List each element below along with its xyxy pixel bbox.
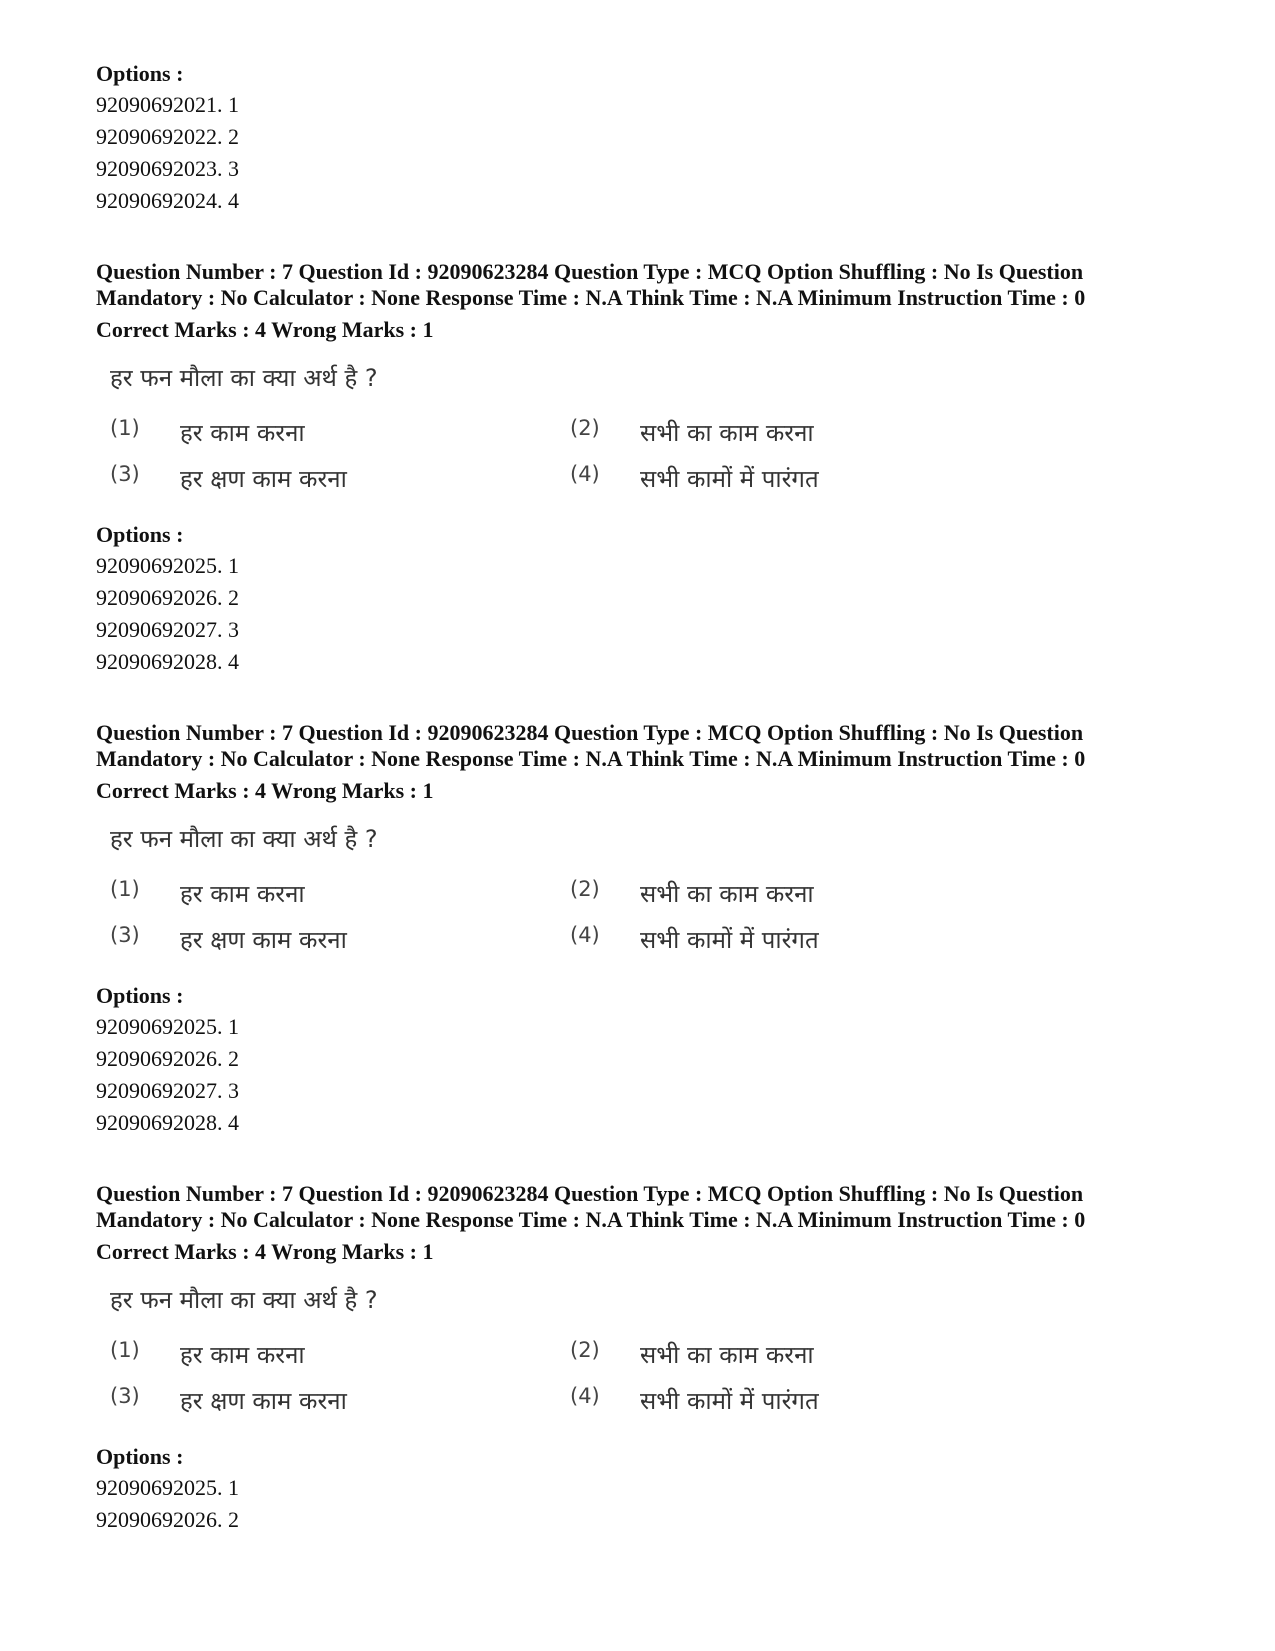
choice-text: सभी कामों में पारंगत [640,925,819,954]
choice-4 [570,462,1030,495]
option-line: 92090692026. 2 [96,585,239,610]
options-block [96,980,1186,1139]
choice-row [110,409,1186,455]
choice-text: हर काम करना [180,418,305,447]
choice-row [110,916,1186,962]
choice-number: (4) [570,461,600,486]
choice-row [110,1331,1186,1377]
question-text: हर फन मौला का क्या अर्थ है ? [110,1286,378,1314]
option-line: 92090692025. 1 [96,1014,239,1039]
choice-text: सभी कामों में पारंगत [640,464,819,493]
choice-number: (4) [570,1383,600,1408]
choice-4 [570,923,1030,956]
question-image [110,1283,1186,1423]
choice-number: (2) [570,1337,600,1362]
choice-text: हर काम करना [180,1340,305,1369]
options-label: Options : [96,522,184,547]
choice-2 [570,416,1030,449]
options-label: Options : [96,983,184,1008]
option-line: 92090692024. 4 [96,188,239,213]
option-line: 92090692026. 2 [96,1046,239,1071]
choice-3 [110,1384,570,1417]
question-header-line1: Question Number : 7 Question Id : 92090623284 Question Type : MCQ Option Shuffling : No Is Question [96,720,1084,745]
options-block [96,519,1186,678]
option-line: 92090692021. 1 [96,92,239,117]
choice-1 [110,416,570,449]
question-header-line1: Question Number : 7 Question Id : 92090623284 Question Type : MCQ Option Shuffling : No Is Question [96,259,1084,284]
choice-text: सभी कामों में पारंगत [640,1386,819,1415]
question-header-line2: Mandatory : No Calculator : None Response Time : N.A Think Time : N.A Minimum Instruction Time : 0 [96,746,1086,771]
choice-text: सभी का काम करना [640,879,814,908]
choice-row [110,870,1186,916]
question-image [110,361,1186,501]
option-line: 92090692027. 3 [96,1078,239,1103]
option-line: 92090692027. 3 [96,617,239,642]
question-text: हर फन मौला का क्या अर्थ है ? [110,825,378,853]
document-page [96,58,1186,1578]
question-marks: Correct Marks : 4 Wrong Marks : 1 [96,778,434,803]
choice-number: (3) [110,461,140,486]
choice-row [110,455,1186,501]
choice-text: हर क्षण काम करना [180,464,347,493]
choice-2 [570,877,1030,910]
question-header-line1: Question Number : 7 Question Id : 92090623284 Question Type : MCQ Option Shuffling : No Is Question [96,1181,1084,1206]
choice-1 [110,877,570,910]
choice-3 [110,462,570,495]
choice-number: (4) [570,922,600,947]
choice-1 [110,1338,570,1371]
question-header-line2: Mandatory : No Calculator : None Response Time : N.A Think Time : N.A Minimum Instruction Time : 0 [96,285,1086,310]
choice-number: (3) [110,1383,140,1408]
question-block [96,259,1186,678]
choice-number: (1) [110,415,140,440]
choice-text: हर क्षण काम करना [180,925,347,954]
option-line: 92090692028. 4 [96,649,239,674]
question-header-line2: Mandatory : No Calculator : None Response Time : N.A Think Time : N.A Minimum Instruction Time : 0 [96,1207,1086,1232]
option-line: 92090692025. 1 [96,553,239,578]
option-line: 92090692022. 2 [96,124,239,149]
question-block [96,1181,1186,1536]
question-image [110,822,1186,962]
choice-3 [110,923,570,956]
choice-row [110,1377,1186,1423]
choice-4 [570,1384,1030,1417]
choice-text: सभी का काम करना [640,418,814,447]
choice-number: (1) [110,876,140,901]
choice-number: (1) [110,1337,140,1362]
choice-number: (2) [570,415,600,440]
question-marks: Correct Marks : 4 Wrong Marks : 1 [96,1239,434,1264]
question-block [96,720,1186,1139]
options-block [96,1441,1186,1536]
question-text: हर फन मौला का क्या अर्थ है ? [110,364,378,392]
options-label: Options : [96,61,184,86]
question-marks: Correct Marks : 4 Wrong Marks : 1 [96,317,434,342]
choice-text: हर काम करना [180,879,305,908]
choice-2 [570,1338,1030,1371]
option-line: 92090692023. 3 [96,156,239,181]
choice-text: सभी का काम करना [640,1340,814,1369]
option-line: 92090692026. 2 [96,1507,239,1532]
choice-text: हर क्षण काम करना [180,1386,347,1415]
choice-number: (3) [110,922,140,947]
option-line: 92090692025. 1 [96,1475,239,1500]
options-label: Options : [96,1444,184,1469]
top-options-block [96,58,1186,217]
choice-number: (2) [570,876,600,901]
option-line: 92090692028. 4 [96,1110,239,1135]
